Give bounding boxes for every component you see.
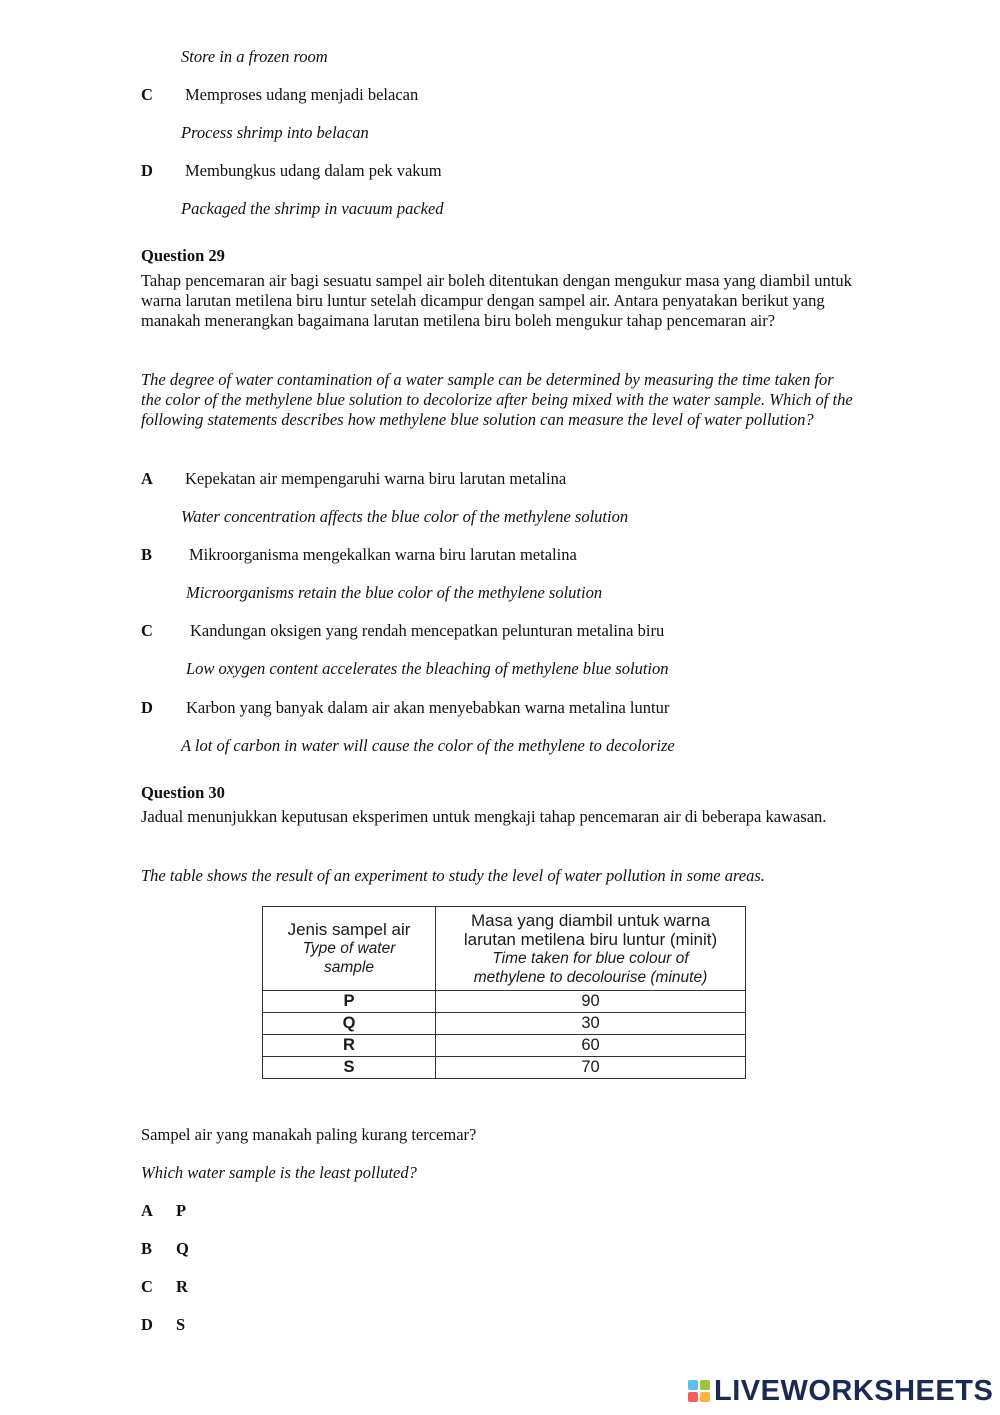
table-row bbox=[263, 1035, 746, 1057]
q30-question-malay: Sampel air yang manakah paling kurang tercemar? bbox=[141, 1125, 477, 1144]
header-time-english: Time taken for blue colour of methylene to decolourise (minute) bbox=[473, 949, 708, 986]
q29-option-b-letter: B bbox=[141, 545, 153, 564]
logo-tile bbox=[688, 1392, 698, 1402]
q28-option-d-letter: D bbox=[141, 161, 153, 180]
header-sample-malay: Jenis sampel air bbox=[287, 920, 411, 939]
q29-option-c-malay[interactable]: Kandungan oksigen yang rendah mencepatkan pelunturan metalina biru bbox=[190, 621, 665, 640]
q28-option-d-malay: Membungkus udang dalam pek vakum bbox=[185, 161, 442, 180]
q29-option-c-letter: C bbox=[141, 621, 153, 640]
table-cell-time: 90 bbox=[436, 991, 746, 1013]
logo-text: LIVEWORKSHEETS bbox=[714, 1374, 994, 1407]
q30-option-d-value[interactable]: S bbox=[176, 1315, 186, 1334]
table-cell-sample: P bbox=[263, 991, 436, 1013]
table-cell-sample: Q bbox=[263, 1013, 436, 1035]
q30-stem-malay: Jadual menunjukkan keputusan eksperimen untuk mengkaji tahap pencemaran air di beberapa kawasan. bbox=[141, 807, 827, 826]
q29-title: Question 29 bbox=[141, 246, 225, 265]
q28-option-c-letter: C bbox=[141, 85, 153, 104]
q30-option-b-value[interactable]: Q bbox=[176, 1239, 189, 1258]
q29-option-c-english: Low oxygen content accelerates the bleaching of methylene blue solution bbox=[186, 659, 669, 678]
q30-stem-english: The table shows the result of an experiment to study the level of water pollution in some areas. bbox=[141, 866, 765, 885]
table-row bbox=[263, 991, 746, 1013]
q29-option-b-english: Microorganisms retain the blue color of the methylene solution bbox=[186, 583, 603, 602]
logo-tiles-icon bbox=[688, 1380, 710, 1402]
table-header-time bbox=[436, 907, 746, 991]
q30-title: Question 30 bbox=[141, 783, 225, 802]
q29-option-d-letter: D bbox=[141, 698, 153, 717]
q28-option-d-english: Packaged the shrimp in vacuum packed bbox=[181, 199, 444, 218]
q28-option-b-english: Store in a frozen room bbox=[181, 47, 328, 66]
logo-tile bbox=[700, 1392, 710, 1402]
header-time-malay: Masa yang diambil untuk warna larutan metilena biru luntur (minit) bbox=[463, 910, 718, 949]
table-cell-sample: S bbox=[263, 1057, 436, 1079]
logo-tile bbox=[688, 1380, 698, 1390]
q29-option-b-malay[interactable]: Mikroorganisma mengekalkan warna biru larutan metalina bbox=[189, 545, 577, 564]
table-row bbox=[263, 1057, 746, 1079]
q29-option-d-malay[interactable]: Karbon yang banyak dalam air akan menyebabkan warna metalina luntur bbox=[186, 698, 670, 717]
q28-option-c-english: Process shrimp into belacan bbox=[181, 123, 369, 142]
table-header-row bbox=[263, 907, 746, 991]
q30-option-d-letter: D bbox=[141, 1315, 153, 1334]
header-sample-english: Type of water sample bbox=[302, 940, 396, 976]
q30-option-c-value[interactable]: R bbox=[176, 1277, 188, 1296]
q30-option-c-letter: C bbox=[141, 1277, 153, 1296]
q30-option-b-letter: B bbox=[141, 1239, 153, 1258]
q28-option-c-malay: Memproses udang menjadi belacan bbox=[185, 85, 419, 104]
table-cell-time: 30 bbox=[436, 1013, 746, 1035]
liveworksheets-logo[interactable] bbox=[688, 1373, 993, 1409]
table-header-sample bbox=[263, 907, 436, 991]
table-cell-time: 60 bbox=[436, 1035, 746, 1057]
q30-option-a-value[interactable]: P bbox=[176, 1201, 187, 1220]
table-row bbox=[263, 1013, 746, 1035]
q29-stem-english: The degree of water contamination of a water sample can be determined by measuring the time taken for the color of the methylene blue solution to decolorize after being mixed with the water sample. Which of the following statements describes how methylene blue solution can measure the level of water pollution? bbox=[141, 370, 853, 429]
q29-option-a-malay[interactable]: Kepekatan air mempengaruhi warna biru larutan metalina bbox=[185, 469, 567, 488]
q29-option-a-letter: A bbox=[141, 469, 153, 488]
q29-option-a-english: Water concentration affects the blue color of the methylene solution bbox=[181, 507, 629, 526]
q30-option-a-letter: A bbox=[141, 1201, 153, 1220]
table-cell-time: 70 bbox=[436, 1057, 746, 1079]
results-table bbox=[262, 906, 746, 1079]
q29-stem-malay: Tahap pencemaran air bagi sesuatu sampel air boleh ditentukan dengan mengukur masa yang diambil untuk warna larutan metilena biru luntur setelah dicampur dengan sampel air. Antara penyatakan berikut yang manakah menerangkan bagaimana larutan metilena biru boleh mengukur tahap pencemaran air? bbox=[141, 271, 852, 330]
table-cell-sample: R bbox=[263, 1035, 436, 1057]
q29-option-d-english: A lot of carbon in water will cause the color of the methylene to decolorize bbox=[181, 736, 675, 755]
logo-tile bbox=[700, 1380, 710, 1390]
q30-question-english: Which water sample is the least polluted? bbox=[141, 1163, 417, 1182]
